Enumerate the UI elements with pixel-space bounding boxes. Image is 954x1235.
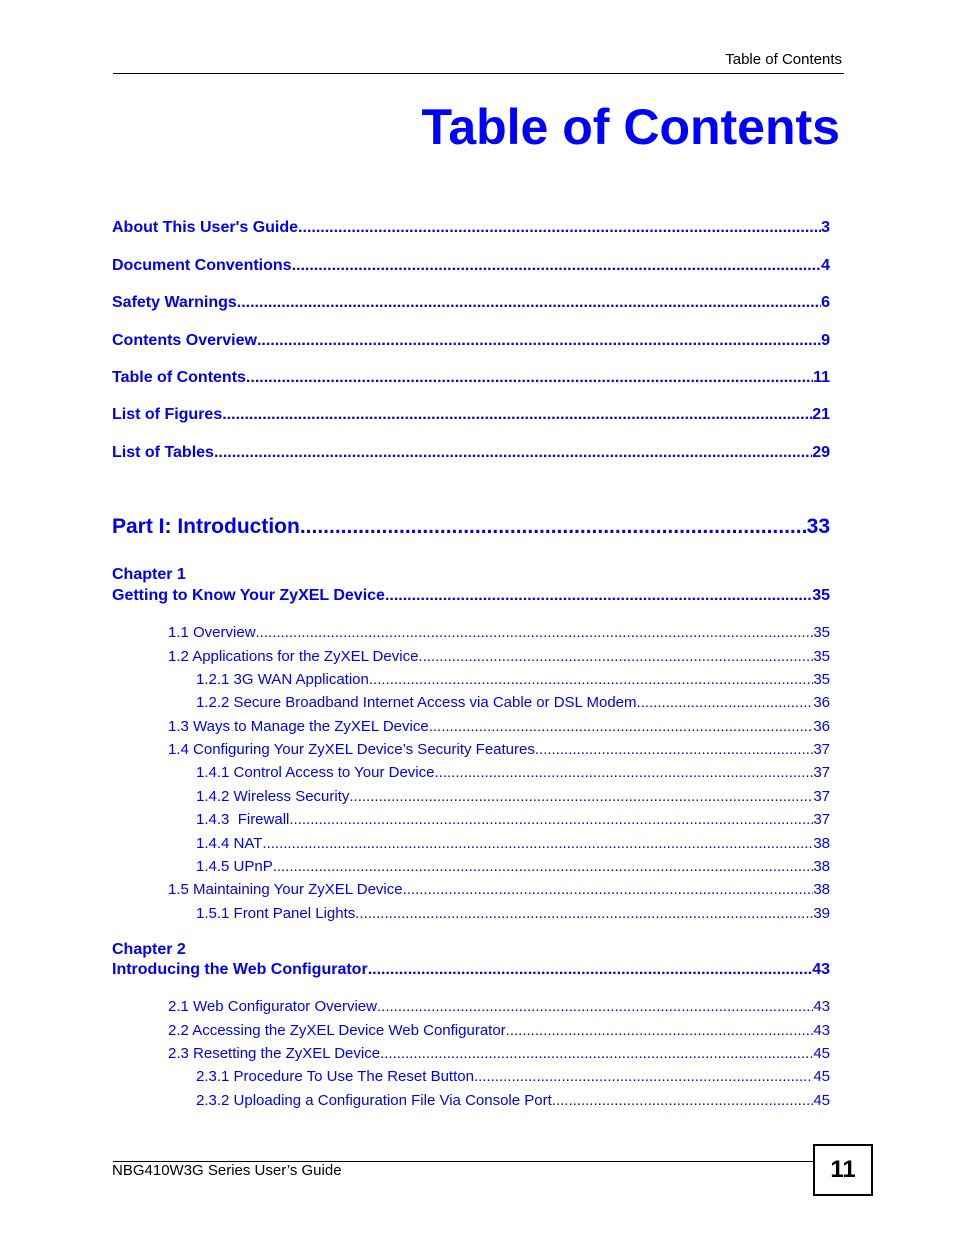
toc-entry-part[interactable]: Part I: Introduction ..... 33 xyxy=(112,515,830,539)
toc-entry-subsection[interactable]: 1.2.1 3G WAN Application ..... 35 xyxy=(196,671,830,688)
toc-entry-subsection[interactable]: 1.2.2 Secure Broadband Internet Access via Cable or DSL Modem ..... 36 xyxy=(196,694,830,711)
toc-entry-subsection[interactable]: 1.5.1 Front Panel Lights ..... 39 xyxy=(196,905,830,922)
toc-entry-section[interactable]: 1.3 Ways to Manage the ZyXEL Device ..... 36 xyxy=(168,718,830,735)
toc-entry-subsection[interactable]: 1.4.2 Wireless Security ..... 37 xyxy=(196,788,830,805)
toc-entry-subsection[interactable]: 2.3.1 Procedure To Use The Reset Button ..... 45 xyxy=(196,1068,830,1085)
page-title: Table of Contents xyxy=(421,99,840,155)
toc-entry-subsection[interactable]: 2.3.2 Uploading a Configuration File Via Console Port ..... 45 xyxy=(196,1092,830,1109)
page-number: 11 xyxy=(813,1144,873,1196)
toc-entry-section[interactable]: 1.4 Configuring Your ZyXEL Device’s Security Features ..... 37 xyxy=(168,741,830,758)
toc-entry-front-5[interactable]: List of Figures ..... 21 xyxy=(112,406,830,424)
toc-entry-front-1[interactable]: Document Conventions ..... 4 xyxy=(112,257,830,275)
running-header: Table of Contents xyxy=(725,51,842,68)
footer-guide-name: NBG410W3G Series User’s Guide xyxy=(112,1162,342,1179)
toc-entry-subsection[interactable]: 1.4.3 Firewall ..... 37 xyxy=(196,811,830,828)
toc-entry-front-3[interactable]: Contents Overview ..... 9 xyxy=(112,332,830,350)
toc-entry-section[interactable]: 2.3 Resetting the ZyXEL Device ..... 45 xyxy=(168,1045,830,1062)
toc-entry-subsection[interactable]: 1.4.4 NAT ..... 38 xyxy=(196,835,830,852)
toc-entry-front-0[interactable]: About This User's Guide ..... 3 xyxy=(112,219,830,237)
toc-entry-section[interactable]: 1.2 Applications for the ZyXEL Device ..... 35 xyxy=(168,648,830,665)
toc-entry-section[interactable]: 1.1 Overview ..... 35 xyxy=(168,624,830,641)
toc-entry-front-6[interactable]: List of Tables ..... 29 xyxy=(112,444,830,462)
toc-entry-section[interactable]: 1.5 Maintaining Your ZyXEL Device ..... 38 xyxy=(168,881,830,898)
chapter-label: Chapter 2 xyxy=(112,941,186,958)
toc-entry-subsection[interactable]: 1.4.1 Control Access to Your Device ..... 37 xyxy=(196,764,830,781)
toc-entry-section[interactable]: 2.2 Accessing the ZyXEL Device Web Configurator ..... 43 xyxy=(168,1022,830,1039)
toc-entry-chapter-1[interactable]: Getting to Know Your ZyXEL Device ..... 35 xyxy=(112,587,830,605)
toc-entry-chapter-2[interactable]: Introducing the Web Configurator ..... 43 xyxy=(112,961,830,979)
toc-entry-front-2[interactable]: Safety Warnings ..... 6 xyxy=(112,294,830,312)
chapter-label: Chapter 1 xyxy=(112,566,186,583)
toc-entry-front-4[interactable]: Table of Contents ..... 11 xyxy=(112,369,830,387)
toc-entry-subsection[interactable]: 1.4.5 UPnP ..... 38 xyxy=(196,858,830,875)
toc-entry-section[interactable]: 2.1 Web Configurator Overview ..... 43 xyxy=(168,998,830,1015)
